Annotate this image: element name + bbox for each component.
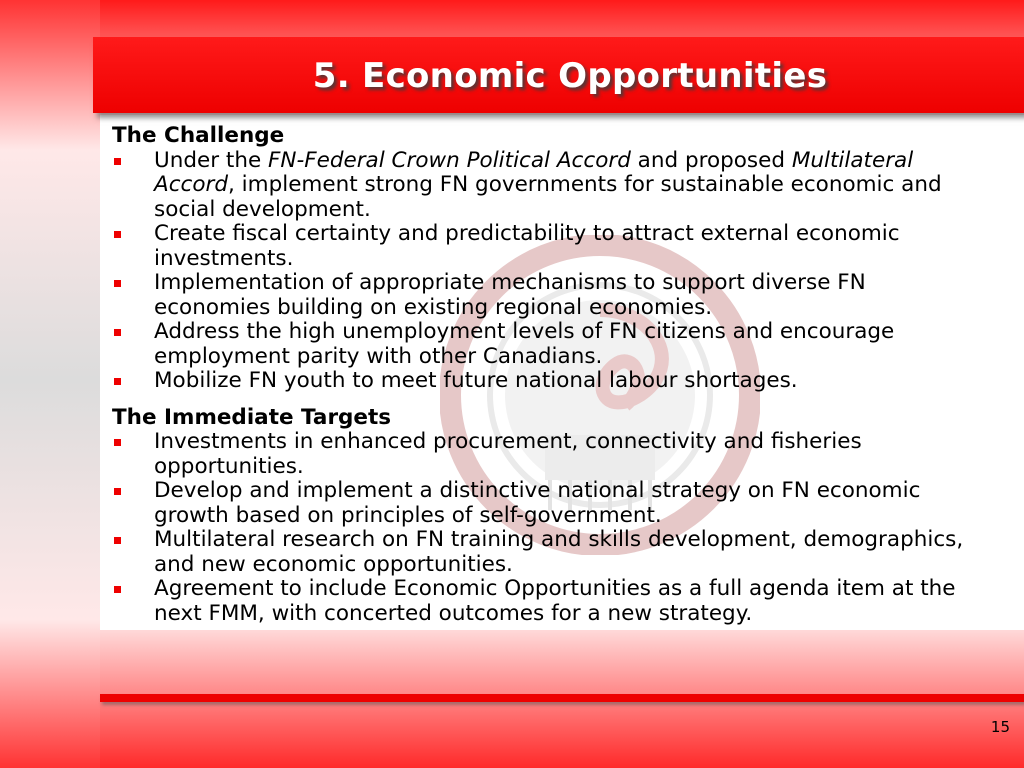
challenge-heading: The Challenge bbox=[112, 123, 285, 148]
slide-title: 5. Economic Opportunities bbox=[312, 56, 828, 96]
left-gradient-band bbox=[0, 0, 100, 768]
bullet-square-icon bbox=[114, 439, 121, 446]
bullet-text: Multilateral research on FN training and skills development, demographics, and new economic opportunities. bbox=[154, 527, 964, 577]
bullet-text-suffix: , implement strong FN governments for sustainable economic and social development. bbox=[154, 172, 942, 222]
bullet-text: Develop and implement a distinctive national strategy on FN economic growth based on principles of self-government. bbox=[154, 478, 921, 528]
accord-name-italic: FN-Federal Crown Political Accord bbox=[268, 147, 631, 173]
list-item bbox=[112, 577, 972, 626]
bullet-square-icon bbox=[114, 231, 121, 238]
list-item bbox=[112, 430, 972, 479]
slide-body bbox=[112, 124, 972, 626]
bullet-square-icon bbox=[114, 280, 121, 287]
bullet-square-icon bbox=[114, 329, 121, 336]
targets-list bbox=[112, 430, 972, 626]
bullet-text: Investments in enhanced procurement, connectivity and fisheries opportunities. bbox=[154, 429, 862, 479]
bullet-text: Create fiscal certainty and predictability to attract external economic investments. bbox=[154, 221, 900, 271]
bullet-square-icon bbox=[114, 488, 121, 495]
bullet-square-icon bbox=[114, 537, 121, 544]
section-spacer bbox=[112, 394, 972, 406]
bullet-square-icon bbox=[114, 586, 121, 593]
bullet-square-icon bbox=[114, 378, 121, 385]
list-item bbox=[112, 320, 972, 369]
bullet-text: Agreement to include Economic Opportunities as a full agenda item at the next FMM, with concerted outcomes for a new strategy. bbox=[154, 576, 956, 626]
list-item bbox=[112, 222, 972, 271]
bullet-text-middle: and proposed bbox=[630, 147, 792, 173]
page-number: 15 bbox=[990, 718, 1010, 736]
footer-rule bbox=[100, 694, 1024, 702]
list-item bbox=[112, 528, 972, 577]
bullet-text: Mobilize FN youth to meet future national labour shortages. bbox=[154, 368, 798, 393]
bullet-text: Address the high unemployment levels of FN citizens and encourage employment parity with other Canadians. bbox=[154, 319, 895, 369]
challenge-list bbox=[112, 149, 972, 394]
list-item bbox=[112, 271, 972, 320]
bullet-square-icon bbox=[114, 158, 121, 165]
list-item bbox=[112, 479, 972, 528]
bullet-text: Implementation of appropriate mechanisms to support diverse FN economies building on existing regional economies. bbox=[154, 270, 866, 320]
bullet-text-prefix: Under the bbox=[154, 147, 269, 173]
multilateral-accord-italic: Multilateral Accord bbox=[154, 147, 914, 197]
list-item bbox=[112, 369, 972, 394]
list-item bbox=[112, 149, 972, 223]
targets-heading: The Immediate Targets bbox=[112, 404, 392, 430]
